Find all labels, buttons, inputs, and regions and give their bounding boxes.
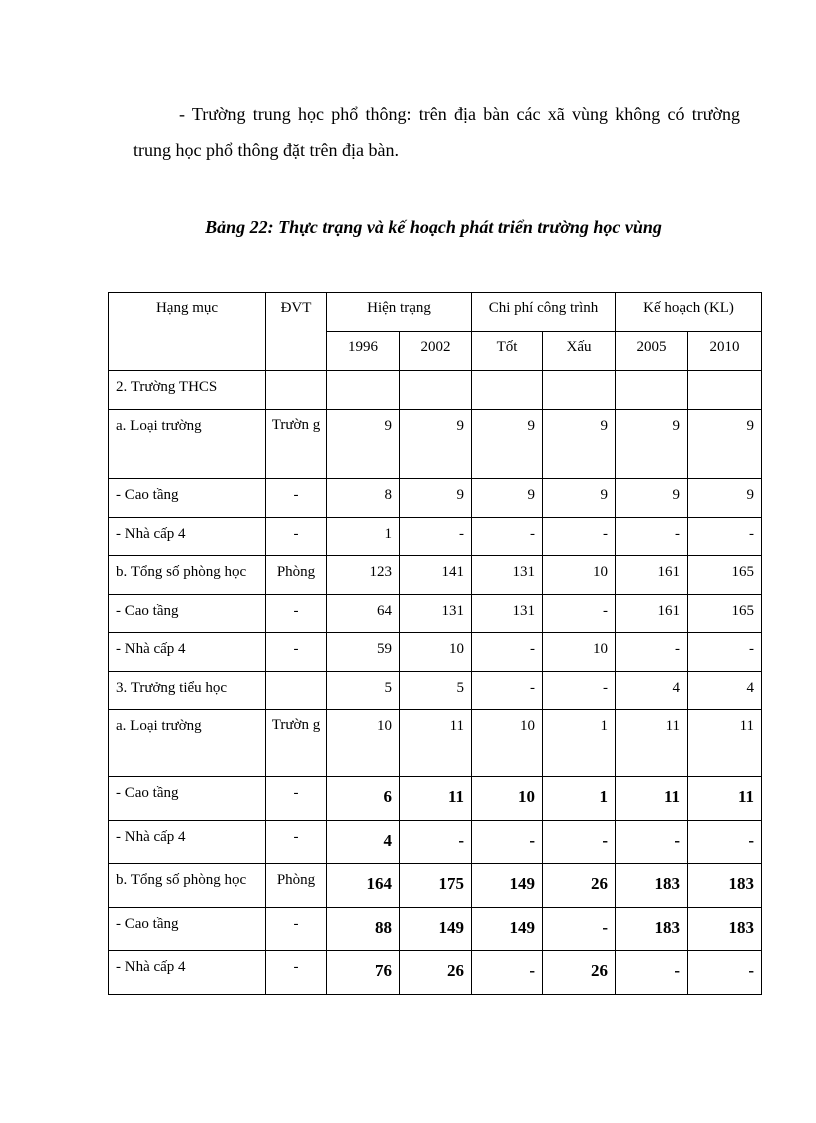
cell: 131 bbox=[472, 595, 543, 633]
cell: 11 bbox=[400, 710, 472, 777]
cell: 9 bbox=[327, 410, 400, 479]
table-row bbox=[109, 595, 762, 633]
row-unit: - bbox=[266, 908, 327, 951]
header-bad: Xấu bbox=[543, 332, 616, 371]
cell: 26 bbox=[543, 951, 616, 995]
cell: 11 bbox=[616, 710, 688, 777]
cell: 88 bbox=[327, 908, 400, 951]
cell: 9 bbox=[543, 479, 616, 518]
cell bbox=[616, 371, 688, 410]
cell: 161 bbox=[616, 595, 688, 633]
header-item: Hạng mục bbox=[109, 293, 266, 371]
cell: - bbox=[400, 821, 472, 864]
cell: 10 bbox=[400, 633, 472, 672]
cell: - bbox=[472, 821, 543, 864]
row-label: b. Tổng số phòng học bbox=[109, 864, 266, 908]
header-unit: ĐVT bbox=[266, 293, 327, 371]
cell: 9 bbox=[688, 410, 762, 479]
cell: 161 bbox=[616, 556, 688, 595]
cell: 59 bbox=[327, 633, 400, 672]
table-row bbox=[109, 479, 762, 518]
cell: 11 bbox=[688, 710, 762, 777]
cell: 76 bbox=[327, 951, 400, 995]
table-row bbox=[109, 518, 762, 556]
cell: 9 bbox=[400, 410, 472, 479]
cell: - bbox=[616, 633, 688, 672]
cell: 9 bbox=[543, 410, 616, 479]
cell: - bbox=[543, 595, 616, 633]
cell bbox=[688, 371, 762, 410]
cell: 131 bbox=[472, 556, 543, 595]
header-2002: 2002 bbox=[400, 332, 472, 371]
cell: 183 bbox=[616, 908, 688, 951]
row-unit bbox=[266, 371, 327, 410]
caption-title: Thực trạng và kế hoạch phát triển trường học vùng bbox=[278, 217, 662, 237]
row-label: - Cao tầng bbox=[109, 479, 266, 518]
row-unit: Phòng bbox=[266, 864, 327, 908]
cell: - bbox=[472, 951, 543, 995]
table-row bbox=[109, 951, 762, 995]
row-label: - Nhà cấp 4 bbox=[109, 821, 266, 864]
table-row bbox=[109, 821, 762, 864]
cell: 141 bbox=[400, 556, 472, 595]
row-label: b. Tổng số phòng học bbox=[109, 556, 266, 595]
header-good: Tốt bbox=[472, 332, 543, 371]
row-unit: - bbox=[266, 951, 327, 995]
row-unit bbox=[266, 672, 327, 710]
cell: 149 bbox=[472, 864, 543, 908]
cell bbox=[327, 371, 400, 410]
cell: 131 bbox=[400, 595, 472, 633]
cell: - bbox=[543, 908, 616, 951]
cell: 8 bbox=[327, 479, 400, 518]
cell: 10 bbox=[472, 777, 543, 821]
cell: 4 bbox=[616, 672, 688, 710]
row-unit: - bbox=[266, 821, 327, 864]
table-row bbox=[109, 908, 762, 951]
cell: 9 bbox=[616, 479, 688, 518]
cell: 149 bbox=[472, 908, 543, 951]
cell: 9 bbox=[472, 410, 543, 479]
cell: - bbox=[688, 951, 762, 995]
row-label: - Cao tầng bbox=[109, 908, 266, 951]
cell: 183 bbox=[616, 864, 688, 908]
cell: 165 bbox=[688, 556, 762, 595]
row-unit: - bbox=[266, 479, 327, 518]
caption-label: Bảng 22: bbox=[205, 217, 274, 237]
row-label: - Cao tầng bbox=[109, 777, 266, 821]
row-label: - Nhà cấp 4 bbox=[109, 951, 266, 995]
cell: 183 bbox=[688, 908, 762, 951]
cell: 5 bbox=[327, 672, 400, 710]
cell: 11 bbox=[688, 777, 762, 821]
cell: 10 bbox=[543, 633, 616, 672]
cell: 10 bbox=[472, 710, 543, 777]
row-unit: Phòng bbox=[266, 556, 327, 595]
cell: 164 bbox=[327, 864, 400, 908]
row-unit: - bbox=[266, 518, 327, 556]
cell: - bbox=[616, 518, 688, 556]
cell: 11 bbox=[616, 777, 688, 821]
row-label: - Nhà cấp 4 bbox=[109, 633, 266, 672]
cell: 123 bbox=[327, 556, 400, 595]
cell: - bbox=[472, 672, 543, 710]
row-label: 2. Trường THCS bbox=[109, 371, 266, 410]
cell: 9 bbox=[688, 479, 762, 518]
cell: 6 bbox=[327, 777, 400, 821]
cell: 4 bbox=[327, 821, 400, 864]
table-row bbox=[109, 633, 762, 672]
cell: - bbox=[472, 633, 543, 672]
data-table bbox=[108, 292, 762, 995]
cell: 9 bbox=[616, 410, 688, 479]
row-unit: - bbox=[266, 633, 327, 672]
cell: 165 bbox=[688, 595, 762, 633]
cell: 10 bbox=[327, 710, 400, 777]
cell: - bbox=[543, 672, 616, 710]
cell bbox=[472, 371, 543, 410]
cell: - bbox=[472, 518, 543, 556]
row-label: a. Loại trường bbox=[109, 410, 266, 479]
row-label: - Nhà cấp 4 bbox=[109, 518, 266, 556]
cell bbox=[543, 371, 616, 410]
cell: - bbox=[616, 951, 688, 995]
cell: - bbox=[688, 633, 762, 672]
cell: - bbox=[616, 821, 688, 864]
cell: - bbox=[688, 518, 762, 556]
row-unit: Trườn g bbox=[266, 710, 327, 777]
table-row bbox=[109, 672, 762, 710]
row-label: - Cao tầng bbox=[109, 595, 266, 633]
row-unit: - bbox=[266, 595, 327, 633]
intro-text: - Trường trung học phổ thông: trên địa bàn các xã vùng không có trường trung học phổ thông đặt trên địa bàn. bbox=[133, 104, 740, 160]
cell bbox=[400, 371, 472, 410]
header-plan: Kế hoạch (KL) bbox=[616, 293, 762, 332]
cell: 1 bbox=[543, 710, 616, 777]
cell: 9 bbox=[472, 479, 543, 518]
cell: - bbox=[400, 518, 472, 556]
table-caption bbox=[0, 217, 816, 238]
header-current: Hiện trạng bbox=[327, 293, 472, 332]
cell: 26 bbox=[543, 864, 616, 908]
cell: - bbox=[688, 821, 762, 864]
cell: 175 bbox=[400, 864, 472, 908]
row-unit: - bbox=[266, 777, 327, 821]
cell: 1 bbox=[327, 518, 400, 556]
table-row bbox=[109, 710, 762, 777]
table-row bbox=[109, 777, 762, 821]
cell: - bbox=[543, 821, 616, 864]
row-label: a. Loại trường bbox=[109, 710, 266, 777]
cell: 9 bbox=[400, 479, 472, 518]
table-row bbox=[109, 410, 762, 479]
cell: 64 bbox=[327, 595, 400, 633]
header-2010: 2010 bbox=[688, 332, 762, 371]
table-row bbox=[109, 371, 762, 410]
table-row bbox=[109, 556, 762, 595]
row-label: 3. Trưởng tiểu học bbox=[109, 672, 266, 710]
intro-paragraph bbox=[133, 96, 740, 168]
cell: - bbox=[543, 518, 616, 556]
cell: 4 bbox=[688, 672, 762, 710]
header-2005: 2005 bbox=[616, 332, 688, 371]
table-row bbox=[109, 864, 762, 908]
cell: 11 bbox=[400, 777, 472, 821]
cell: 10 bbox=[543, 556, 616, 595]
cell: 26 bbox=[400, 951, 472, 995]
header-cost: Chi phí công trình bbox=[472, 293, 616, 332]
cell: 149 bbox=[400, 908, 472, 951]
header-1996: 1996 bbox=[327, 332, 400, 371]
cell: 5 bbox=[400, 672, 472, 710]
row-unit: Trườn g bbox=[266, 410, 327, 479]
header-row-1 bbox=[109, 293, 762, 332]
cell: 183 bbox=[688, 864, 762, 908]
cell: 1 bbox=[543, 777, 616, 821]
